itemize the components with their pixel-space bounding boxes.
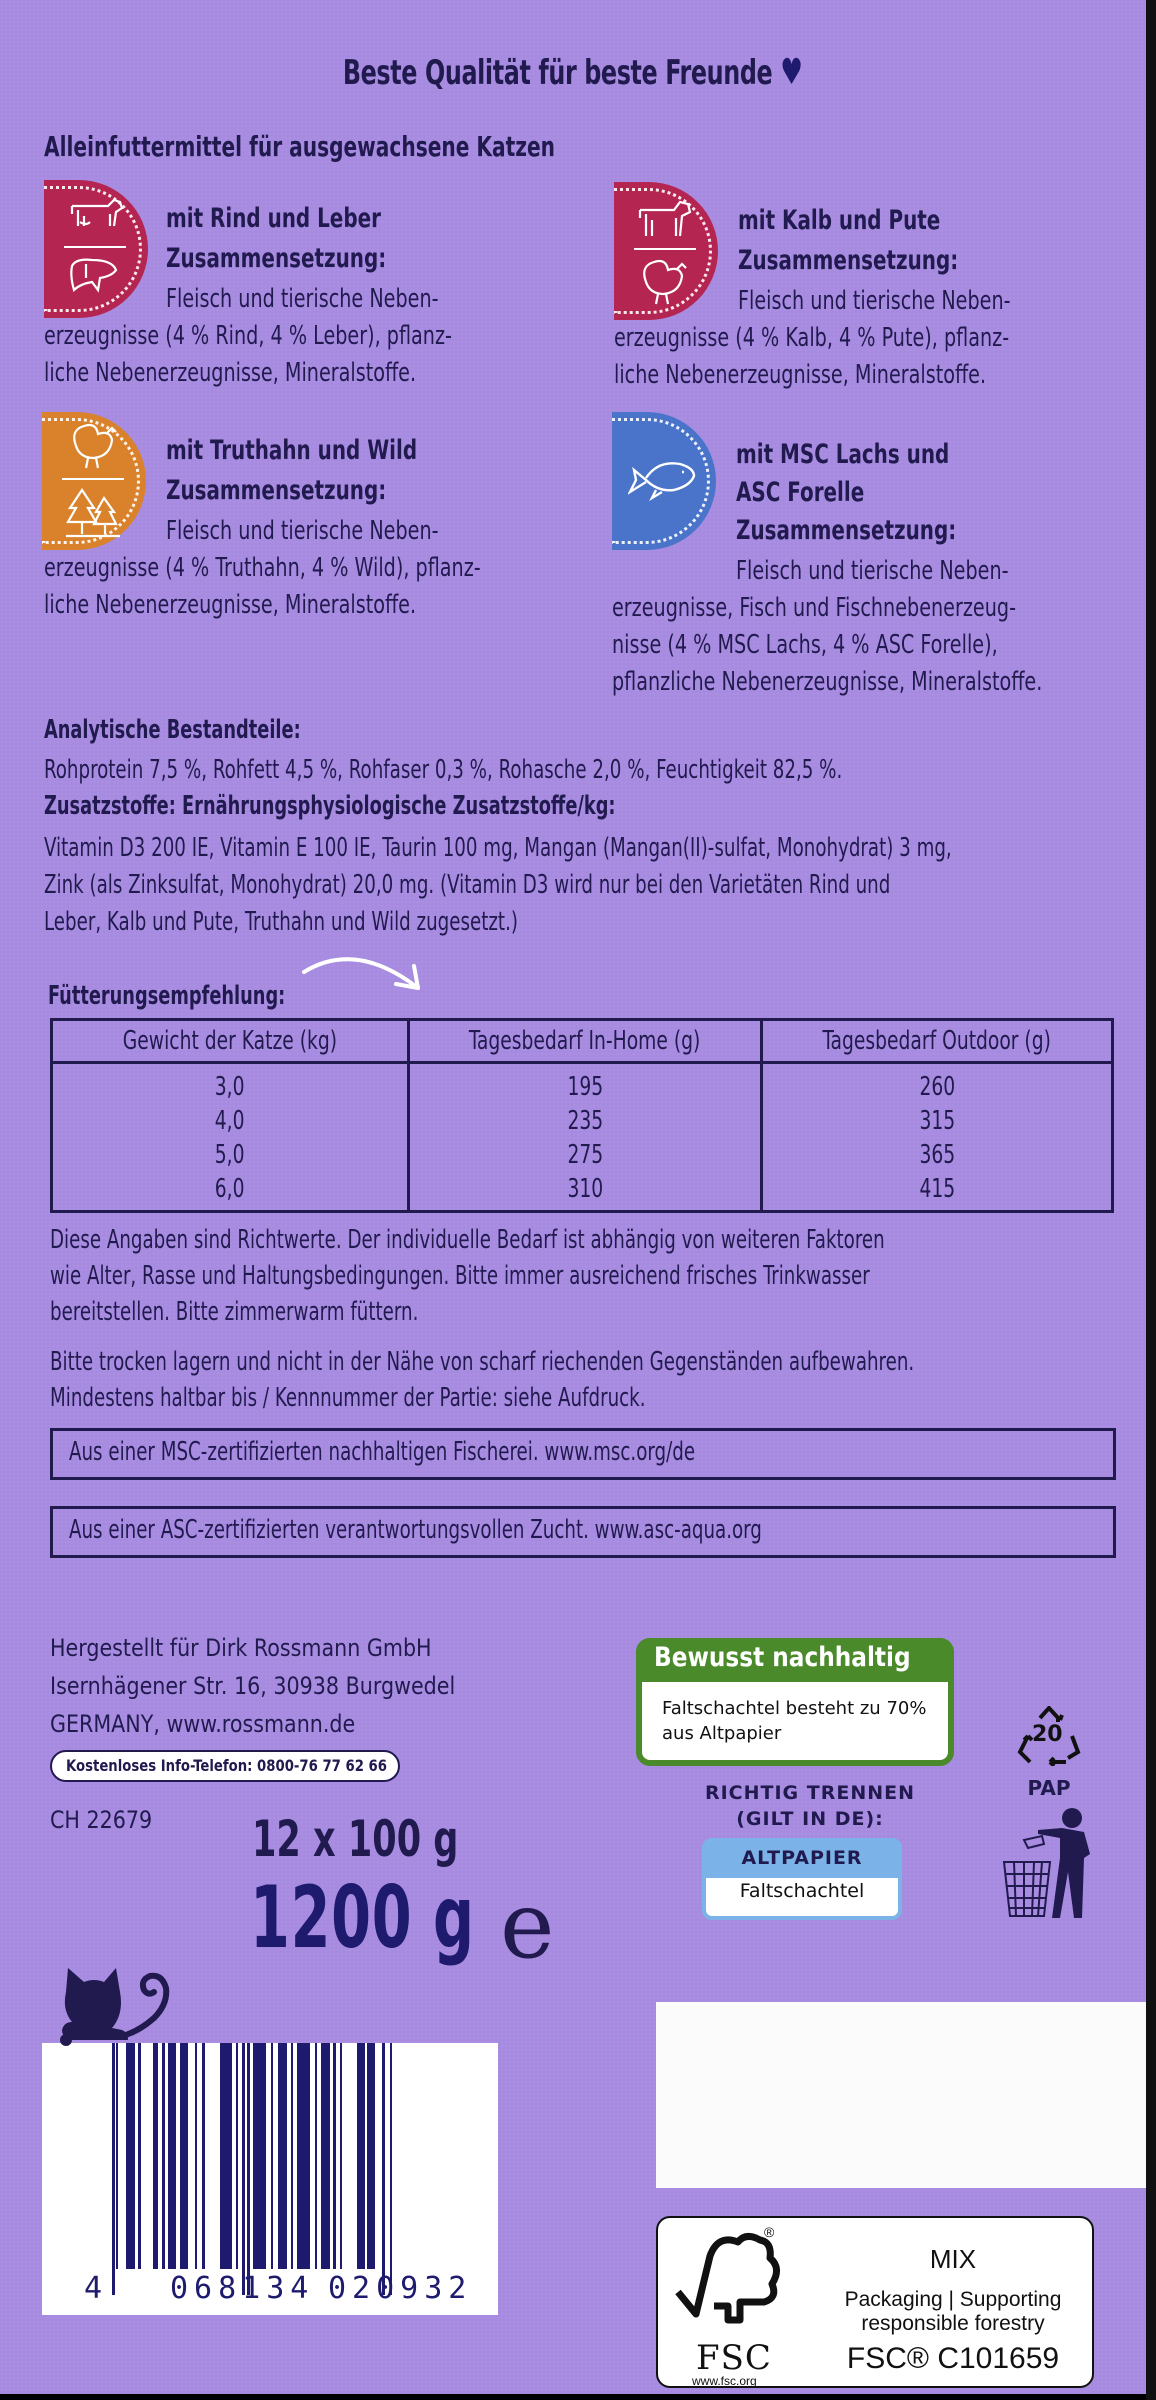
msc-certification-box <box>50 1428 1116 1480</box>
net-weight: 1200 g <box>250 1868 475 1968</box>
composition-line: liche Nebenerzeugnisse, Mineralstoffe. <box>614 360 987 390</box>
sorting-title: RICHTIG TRENNEN (GILT IN DE): <box>704 1782 916 1830</box>
variety-badge-turkey-game <box>42 412 146 550</box>
storage-line: Bitte trocken lagern und nicht in der Nähe von scharf riechenden Gegenständen aufbewahren. <box>50 1347 915 1377</box>
table-row: 5,0 275 365 <box>52 1138 1113 1172</box>
guidance-line: wie Alter, Rasse und Haltungsbedingungen. Bitte immer ausreichend frisches Trinkwasser <box>50 1261 870 1291</box>
composition-label: Zusammensetzung: <box>738 245 959 276</box>
sustainability-badge <box>636 1638 954 1766</box>
manufacturer-line: Hergestellt für Dirk Rossmann GmbH <box>50 1634 432 1662</box>
curved-arrow-icon <box>296 948 436 1008</box>
composition-line: erzeugnisse (4 % Truthahn, 4 % Wild), pflanz- <box>44 553 481 583</box>
barcode-right-group: 020932 <box>328 2271 473 2306</box>
forest-icon <box>64 486 122 540</box>
variety-name: mit Truthahn und Wild <box>166 435 418 466</box>
turkey-icon <box>66 422 120 470</box>
pack-quantity: 12 x 100 g <box>252 1810 459 1868</box>
barcode <box>42 2043 498 2315</box>
fsc-claim-line: Packaging | Supporting <box>844 2288 1062 2311</box>
column-header: Gewicht der Katze (kg) <box>52 1020 409 1063</box>
guidance-line: Diese Angaben sind Richtwerte. Der individuelle Bedarf ist abhängig von weiteren Faktoren <box>50 1225 885 1255</box>
fsc-claim-line: responsible forestry <box>861 2312 1045 2335</box>
composition-line: nisse (4 % MSC Lachs, 4 % ASC Forelle), <box>612 630 998 660</box>
fsc-mix: MIX <box>929 2244 977 2274</box>
table-row: 6,0 310 415 <box>52 1172 1113 1212</box>
composition-line: pflanzliche Nebenerzeugnisse, Mineralstoffe. <box>612 667 1043 697</box>
variety-name: mit MSC Lachs und <box>736 439 950 470</box>
variety-name: ASC Forelle <box>736 477 865 508</box>
manufacturer-line: GERMANY, www.rossmann.de <box>50 1710 356 1738</box>
composition-line: liche Nebenerzeugnisse, Mineralstoffe. <box>44 590 417 620</box>
composition-line: Fleisch und tierische Neben- <box>166 284 439 314</box>
info-phone-text: Kostenloses Info-Telefon: 0800-76 77 62 66 <box>66 1756 387 1775</box>
barcode-left-group: 068134 <box>170 2271 315 2306</box>
recycle-code: 20 <box>1032 1722 1063 1747</box>
additives-line: Vitamin D3 200 IE, Vitamin E 100 IE, Taurin 100 mg, Mangan (Mangan(II)-sulfat, Monohydrat) 3 mg, <box>44 833 952 863</box>
product-code: CH 22679 <box>50 1806 153 1834</box>
column-header: Tagesbedarf Outdoor (g) <box>762 1020 1113 1063</box>
additives-line: Zink (als Zinksulfat, Monohydrat) 20,0 mg. (Vitamin D3 wird nur bei den Varietäten Rind und <box>44 870 891 900</box>
storage-line: Mindestens haltbar bis / Kennnummer der Partie: siehe Aufdruck. <box>50 1383 646 1413</box>
additives-title: Zusatzstoffe: Ernährungsphysiologische Zusatzstoffe/kg: <box>44 791 616 821</box>
liver-icon <box>68 256 122 296</box>
cow-icon <box>66 196 126 232</box>
edge-shadow <box>1146 0 1156 2400</box>
product-type-heading: Alleinfuttermittel für ausgewachsene Katzen <box>44 130 555 163</box>
feeding-table <box>50 1018 1114 1213</box>
table-row: 3,0 195 260 <box>52 1063 1113 1105</box>
sustainability-title: Bewusst nachhaltig <box>654 1642 911 1673</box>
registered-mark: ® <box>764 2224 775 2240</box>
additives-line: Leber, Kalb und Pute, Truthahn und Wild zugesetzt.) <box>44 907 518 937</box>
fish-icon <box>628 456 698 502</box>
estimate-sign-icon: e <box>500 1872 555 1979</box>
composition-line: erzeugnisse, Fisch und Fischnebenerzeug- <box>612 593 1016 623</box>
table-row: 4,0 235 315 <box>52 1104 1113 1138</box>
asc-text: Aus einer ASC-zertifizierten verantwortungsvollen Zucht. www.asc-aqua.org <box>69 1515 762 1545</box>
table-header-row <box>52 1020 1113 1063</box>
waste-bin-label <box>702 1838 902 1920</box>
variety-badge-veal-turkey <box>614 182 718 320</box>
guidance-line: bereitstellen. Bitte zimmerwarm füttern. <box>50 1297 419 1327</box>
info-phone-pill <box>50 1750 400 1782</box>
calf-icon <box>636 196 694 240</box>
fsc-url: www.fsc.org <box>692 2374 757 2388</box>
composition-label: Zusammensetzung: <box>166 475 387 506</box>
variety-name: mit Kalb und Pute <box>738 205 941 236</box>
tidyman-icon <box>1002 1806 1098 1922</box>
msc-text: Aus einer MSC-zertifizierten nachhaltigen Fischerei. www.msc.org/de <box>69 1437 696 1467</box>
tagline <box>0 52 1146 93</box>
composition-line: Fleisch und tierische Neben- <box>736 556 1009 586</box>
fsc-tree-check-icon <box>674 2228 794 2340</box>
composition-line: erzeugnisse (4 % Kalb, 4 % Pute), pflanz- <box>614 323 1010 353</box>
composition-label: Zusammensetzung: <box>166 243 387 274</box>
barcode-lead-digit: 4 <box>84 2271 103 2306</box>
bin-item: Faltschachtel <box>739 1880 865 1902</box>
bin-category: ALTPAPIER <box>741 1847 863 1869</box>
analytics-title: Analytische Bestandteile: <box>44 715 301 745</box>
fsc-license: FSC® C101659 <box>846 2342 1060 2375</box>
fsc-logo-text: FSC <box>696 2338 772 2378</box>
recycle-label: PAP <box>1027 1776 1071 1800</box>
fsc-label <box>656 2216 1094 2388</box>
composition-line: erzeugnisse (4 % Rind, 4 % Leber), pflanz- <box>44 321 452 351</box>
composition-label: Zusammensetzung: <box>736 515 957 546</box>
composition-line: Fleisch und tierische Neben- <box>738 286 1011 316</box>
feeding-title: Fütterungsempfehlung: <box>48 981 286 1011</box>
variety-badge-salmon-trout <box>612 412 716 550</box>
blank-label-area <box>656 2002 1146 2188</box>
column-header: Tagesbedarf In-Home (g) <box>409 1020 762 1063</box>
composition-line: liche Nebenerzeugnisse, Mineralstoffe. <box>44 358 417 388</box>
manufacturer-line: Isernhägener Str. 16, 30938 Burgwedel <box>50 1672 456 1700</box>
variety-badge-beef-liver <box>44 180 148 318</box>
analytics-values: Rohprotein 7,5 %, Rohfett 4,5 %, Rohfaser 0,3 %, Rohasche 2,0 %, Feuchtigkeit 82,5 %. <box>44 755 843 785</box>
turkey-icon <box>636 256 690 308</box>
heart-icon: ♥ <box>780 52 803 93</box>
composition-line: Fleisch und tierische Neben- <box>166 516 439 546</box>
variety-name: mit Rind und Leber <box>166 203 381 234</box>
asc-certification-box <box>50 1506 1116 1558</box>
cat-icon <box>58 1966 202 2058</box>
tagline-text: Beste Qualität für beste Freunde <box>343 53 773 93</box>
sustainability-text: Faltschachtel besteht zu 70% aus Altpapier <box>662 1698 927 1744</box>
